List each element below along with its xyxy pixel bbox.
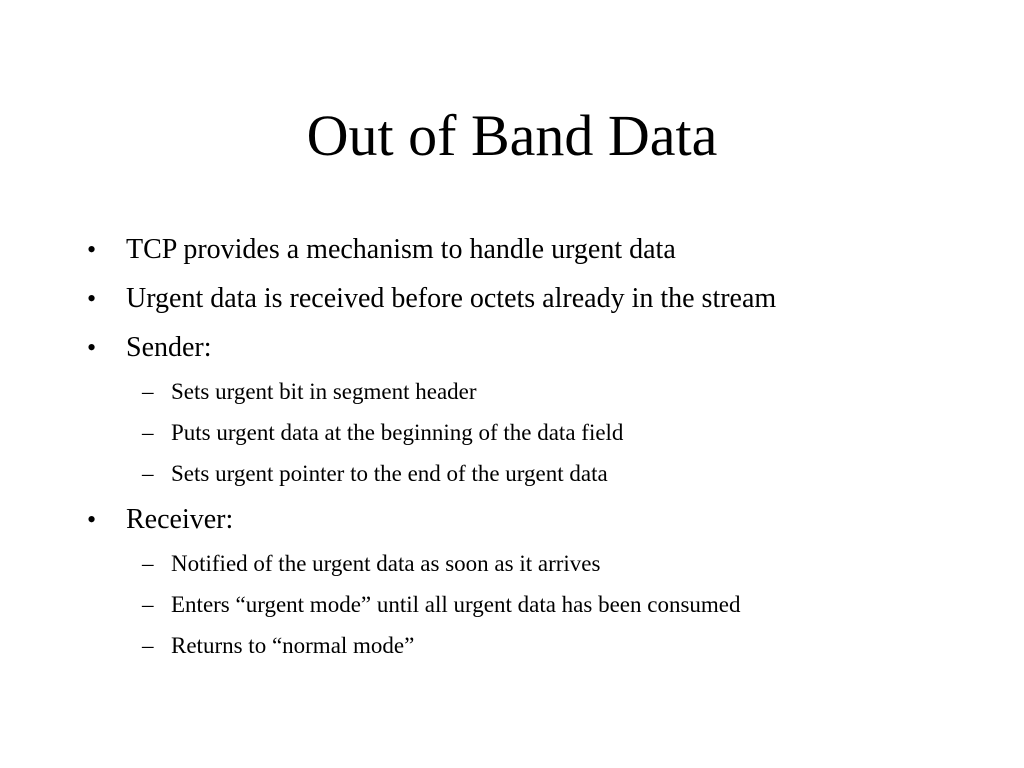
bullet-text: Sender: (126, 332, 212, 363)
bullet-dot-icon: • (87, 333, 97, 362)
bullet-text: Receiver: (126, 504, 234, 535)
dash-icon: – (142, 461, 154, 486)
sub-item-text: Notified of the urgent data as soon as it arrives (171, 551, 601, 576)
bullet-text: Urgent data is received before octets already in the stream (126, 283, 777, 314)
dash-icon: – (142, 379, 154, 404)
bullet-dot-icon: • (87, 505, 97, 534)
bullet-dot-icon: • (87, 284, 97, 313)
sub-item-text: Enters “urgent mode” until all urgent data has been consumed (171, 592, 741, 617)
bullet-text: TCP provides a mechanism to handle urgent data (126, 234, 676, 265)
dash-icon: – (142, 592, 154, 617)
sub-item-text: Sets urgent bit in segment header (171, 379, 477, 404)
sub-item-text: Returns to “normal mode” (171, 633, 415, 658)
bullet-dot-icon: • (87, 235, 97, 264)
dash-icon: – (142, 420, 154, 445)
slide-title: Out of Band Data (306, 103, 718, 168)
sub-item-text: Sets urgent pointer to the end of the urgent data (171, 461, 608, 486)
dash-icon: – (142, 633, 154, 658)
dash-icon: – (142, 551, 154, 576)
sub-item-text: Puts urgent data at the beginning of the data field (171, 420, 624, 445)
